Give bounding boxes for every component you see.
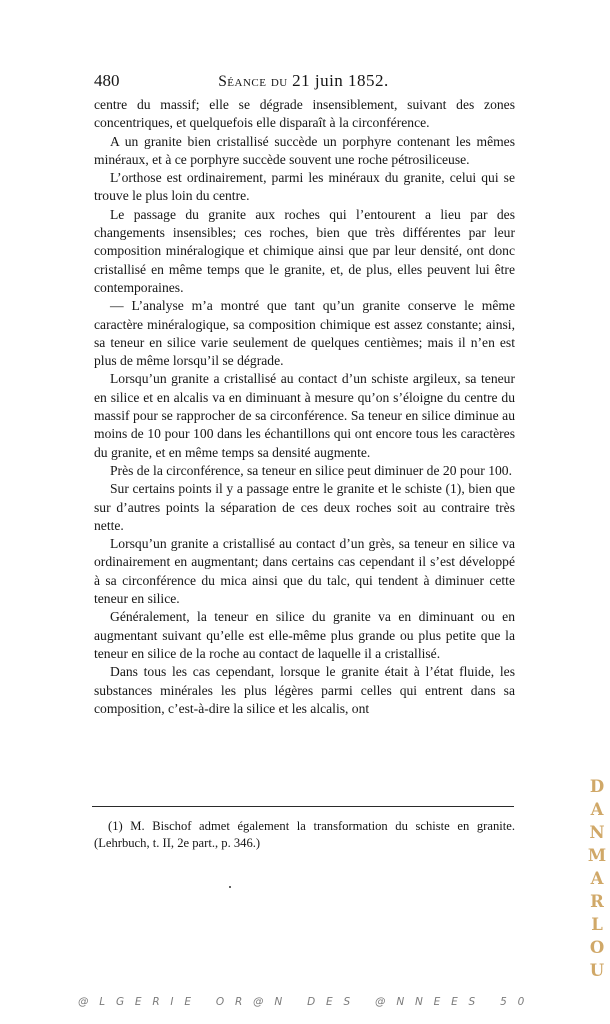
paragraph: Dans tous les cas cependant, lorsque le granite était à l’état fluide, les substances minérales les plus légères parmi celles qui entrent dans sa composition, c’est-à-dire la silice et les alcalis, ont xyxy=(94,664,515,716)
footnote-text: (1) M. Bischof admet également la transformation du schiste en granite. (Lehrbuch, t. II, 2e part., p. 346.) xyxy=(94,819,515,850)
side-stamp-letter: D xyxy=(589,777,605,796)
ink-speck xyxy=(229,886,231,888)
paragraph: Généralement, la teneur en silice du granite va en diminuant ou en augmentant suivant qu’elle est elle-même plus grande ou plus petite que la teneur en silice de la roche au contact de laquelle il a cristallisé. xyxy=(94,609,515,661)
side-stamp-letter: R xyxy=(590,892,604,911)
side-stamp-letter: U xyxy=(589,961,605,980)
paragraph: centre du massif; elle se dégrade insensiblement, suivant des zones concentriques, et quelquefois elle disparaît à la circonférence. xyxy=(94,97,515,131)
side-stamp-letter: L xyxy=(591,915,603,934)
side-stamp-letter: N xyxy=(589,823,605,842)
body-text xyxy=(94,96,515,718)
footnote-divider xyxy=(92,806,514,807)
paragraph: Le passage du granite aux roches qui l’entourent a lieu par des changements insensibles; ces roches, bien que très différentes par leur composition minéralogique et chimique ainsi que par leur densité, ont donc cristallisé en même temps que le granite, et, de plus, elles peuvent lui être contemporaines. xyxy=(94,206,515,295)
side-stamp xyxy=(586,775,608,982)
side-stamp-letter: M xyxy=(587,846,607,865)
paragraph: L’orthose est ordinairement, parmi les minéraux du granite, celui qui se trouve le plus loin du centre. xyxy=(94,170,515,204)
paragraph: A un granite bien cristallisé succède un porphyre contenant les mêmes minéraux, et à ce porphyre succède souvent une roche pétrosiliceuse. xyxy=(94,133,515,167)
watermark-text: @LGERIE OR@N DES @NNEES 50 xyxy=(78,996,536,1008)
side-stamp-letter: A xyxy=(590,800,604,819)
footnote xyxy=(94,818,515,852)
paragraph: Près de la circonférence, sa teneur en silice peut diminuer de 20 pour 100. xyxy=(110,462,512,478)
running-title xyxy=(92,71,515,92)
paragraph: Sur certains points il y a passage entre le granite et le schiste (1), bien que sur d’autres points la séparation de ces deux roches soit au contraire très nette. xyxy=(94,481,515,533)
page-header xyxy=(92,71,515,91)
side-stamp-letter: A xyxy=(590,869,604,888)
paragraph: Lorsqu’un granite a cristallisé au contact d’un grès, sa teneur en silice va ordinairement en augmentant; dans certains cas cependant il s’est développé à sa circonférence du mica ainsi que du talc, qui tendent à diminuer cette teneur en silice. xyxy=(94,536,515,607)
page-number: 480 xyxy=(94,71,120,90)
running-title-prefix: Séance du xyxy=(218,73,288,90)
running-title-date: 21 juin 1852. xyxy=(292,71,389,90)
side-stamp-letter: O xyxy=(589,938,605,957)
paragraph: — L’analyse m’a montré que tant qu’un granite conserve le même caractère minéralogique, sa composition chimique est assez constante; ainsi, sa teneur en silice varie seulement de quelques centièmes; mais il n’en est plus de même lorsqu’il se dégrade. xyxy=(94,298,515,369)
paragraph: Lorsqu’un granite a cristallisé au contact d’un schiste argileux, sa teneur en silice et en alcalis va en diminuant à mesure qu’on s’éloigne du centre du massif pour se rapprocher de sa circonférence. Sa teneur en silice diminue au moins de 10 pour 100 dans les échantillons qui ont encore tous les caractères du granite, et en même temps sa densité augmente. xyxy=(94,371,515,460)
